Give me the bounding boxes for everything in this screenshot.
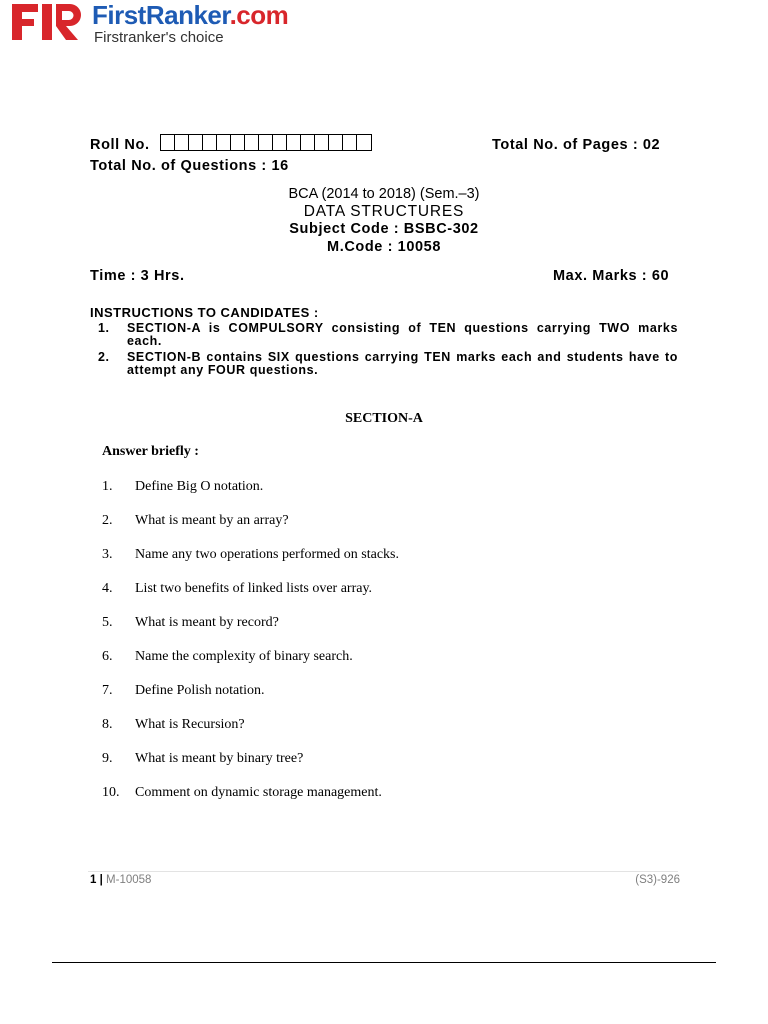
section-title: SECTION-A <box>345 411 423 426</box>
question-text: List two benefits of linked lists over array. <box>135 581 373 596</box>
question-text: What is meant by binary tree? <box>135 751 304 766</box>
question-text: What is Recursion? <box>135 717 245 732</box>
footer-page-number: 1 <box>90 874 97 886</box>
subject-code: Subject Code : BSBC-302 <box>289 221 479 237</box>
max-marks: Max. Marks : 60 <box>553 268 670 284</box>
question-item <box>102 683 265 699</box>
m-code: M.Code : 10058 <box>327 239 441 255</box>
footer-left <box>90 874 151 886</box>
roll-no-label: Roll No. <box>90 137 150 153</box>
instruction-text: SECTION-B contains SIX questions carrying TEN marks each and students have to attempt any FOUR questions. <box>127 350 678 377</box>
footer-code: M-10058 <box>106 874 152 886</box>
question-number: 2. <box>102 513 113 528</box>
question-text: Define Polish notation. <box>135 683 265 698</box>
question-number: 7. <box>102 683 113 698</box>
question-number: 6. <box>102 649 113 664</box>
question-number: 4. <box>102 581 113 596</box>
question-text: Name any two operations performed on stacks. <box>135 547 399 562</box>
brand-name-main: FirstRanker <box>92 0 230 30</box>
brand-name-tld: .com <box>229 0 289 30</box>
footer-divider <box>88 871 678 872</box>
question-item <box>102 513 289 529</box>
question-number: 3. <box>102 547 113 562</box>
brand-name <box>92 0 288 31</box>
instruction-number: 2. <box>98 350 110 364</box>
question-text: Define Big O notation. <box>135 479 264 494</box>
question-text: What is meant by an array? <box>135 513 289 528</box>
question-item <box>102 479 263 495</box>
question-number: 1. <box>102 479 113 494</box>
question-item <box>102 649 353 665</box>
question-text: Name the complexity of binary search. <box>135 649 353 664</box>
total-pages: Total No. of Pages : 02 <box>492 137 661 153</box>
instruction-number: 1. <box>98 321 110 335</box>
roll-no-boxes[interactable] <box>160 134 372 151</box>
brand-tagline: Firstranker's choice <box>94 29 224 46</box>
firstranker-logo <box>12 2 84 42</box>
instruction-item <box>98 351 678 377</box>
course-line: BCA (2014 to 2018) (Sem.–3) <box>288 186 480 202</box>
instruction-item <box>98 322 678 348</box>
section-prompt: Answer briefly : <box>102 444 199 459</box>
question-item <box>102 581 372 597</box>
instruction-text: SECTION-A is COMPULSORY consisting of TEN questions carrying TWO marks each. <box>127 321 678 348</box>
total-questions: Total No. of Questions : 16 <box>90 158 289 174</box>
instructions-title: INSTRUCTIONS TO CANDIDATES : <box>90 305 319 320</box>
subject-title: DATA STRUCTURES <box>303 203 465 220</box>
question-item <box>102 547 399 563</box>
question-number: 8. <box>102 717 113 732</box>
bottom-rule <box>52 962 716 963</box>
question-text: Comment on dynamic storage management. <box>135 785 382 800</box>
question-number: 10. <box>102 785 120 800</box>
question-text: What is meant by record? <box>135 615 279 630</box>
question-number: 5. <box>102 615 113 630</box>
time-allowed: Time : 3 Hrs. <box>90 268 185 284</box>
question-item <box>102 785 382 801</box>
footer-right: (S3)-926 <box>635 874 680 886</box>
question-item <box>102 615 279 631</box>
footer-separator: | <box>99 874 103 886</box>
question-item <box>102 751 303 767</box>
question-item <box>102 717 245 733</box>
question-number: 9. <box>102 751 113 766</box>
